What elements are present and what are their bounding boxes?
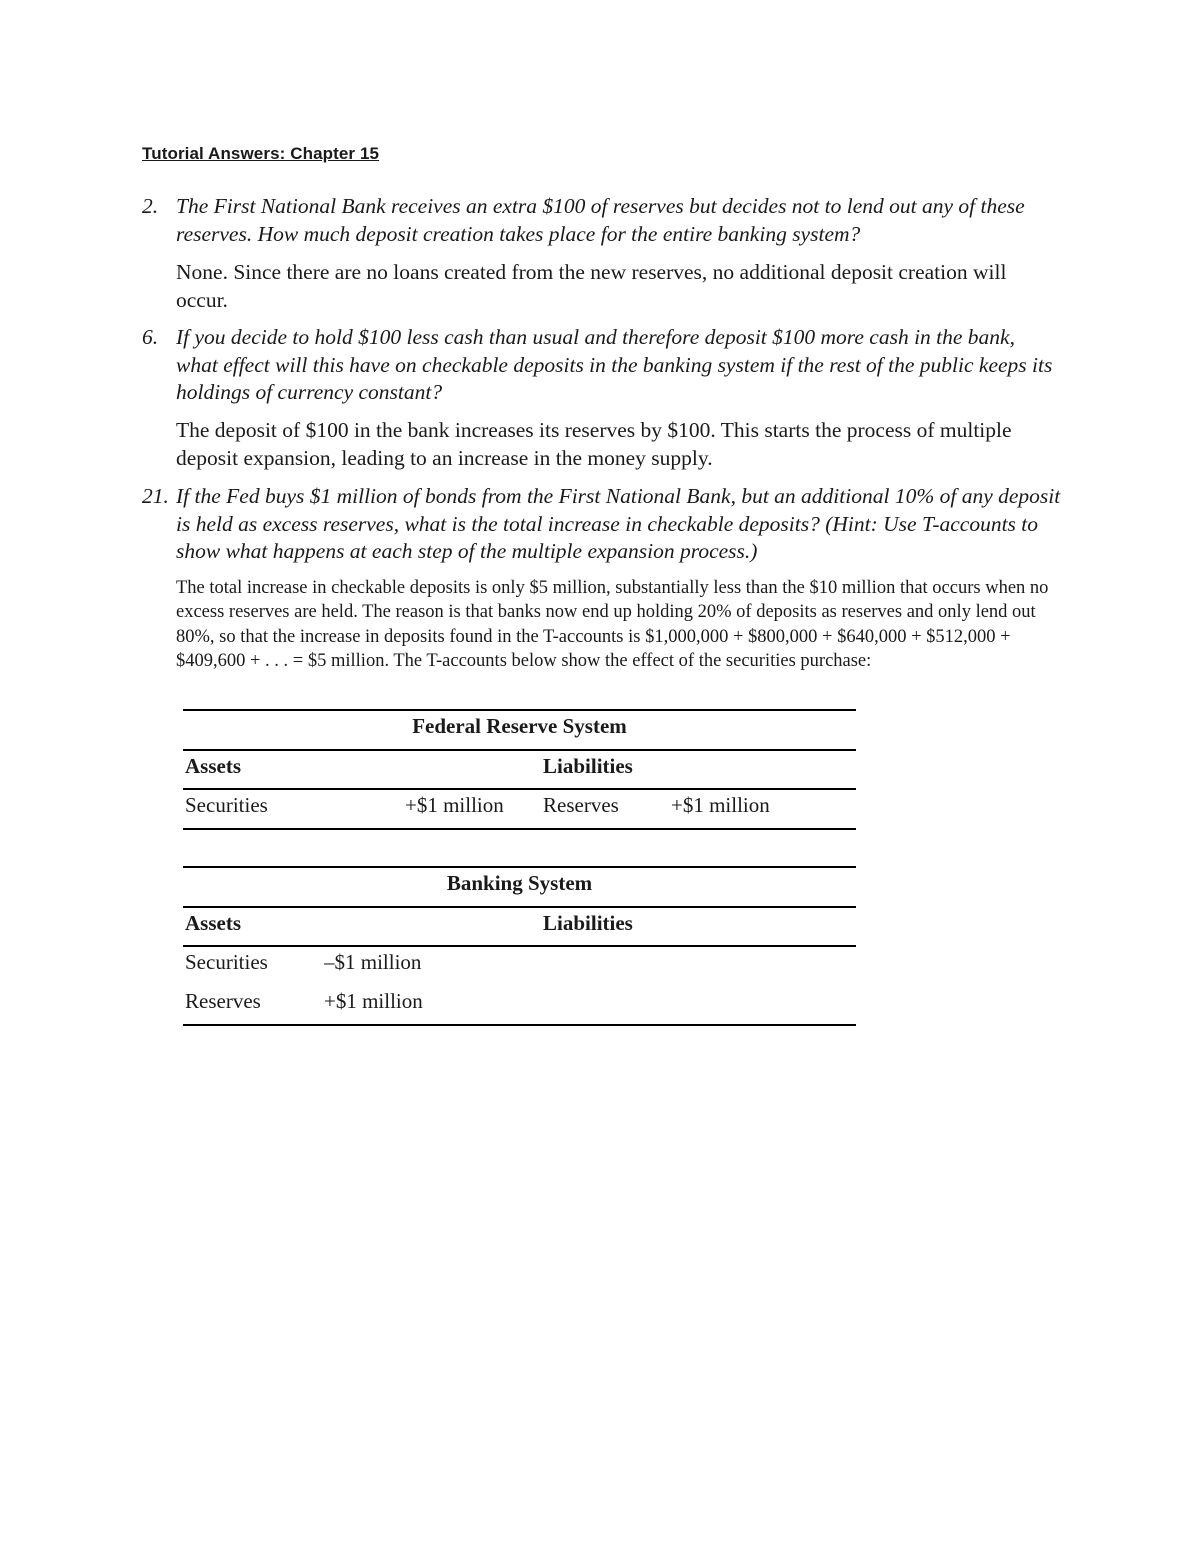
question-text: If the Fed buys $1 million of bonds from the First National Bank, but an additional 10% of any deposit is held as excess reserves, what is the total increase in checkable deposits? (Hint: Use T-accounts to show what happens at each step of the multiple expansion process.) bbox=[176, 484, 1061, 563]
liability-item: Reserves bbox=[543, 793, 619, 817]
t-account-title: Banking System bbox=[446, 871, 593, 895]
question-2 bbox=[142, 193, 1062, 248]
question-text: If you decide to hold $100 less cash than usual and therefore deposit $100 more cash in the bank, what effect will this have on checkable deposits in the banking system if the rest of the public keeps its holdings of currency constant? bbox=[176, 325, 1053, 404]
table-rule bbox=[183, 749, 856, 751]
t-account-banking-system bbox=[183, 866, 856, 1028]
table-rule bbox=[183, 828, 856, 830]
question-21 bbox=[142, 483, 1062, 566]
answer-2: None. Since there are no loans created from the new reserves, no additional deposit creation will occur. bbox=[176, 260, 1007, 312]
asset-item: Securities bbox=[185, 793, 268, 817]
table-rule bbox=[183, 709, 856, 711]
table-rule bbox=[183, 945, 856, 947]
assets-header: Assets bbox=[185, 754, 241, 778]
table-rule bbox=[183, 788, 856, 790]
table-rule bbox=[183, 866, 856, 868]
asset-item: Reserves bbox=[185, 989, 261, 1013]
answer-21: The total increase in checkable deposits is only $5 million, substantially less than the $10 million that occurs when no excess reserves are held. The reason is that banks now end up holding 20% of deposits as reserves and only lend out 80%, so that the increase in deposits found in the T-accounts is $1,000,000 + $800,000 + $640,000 + $512,000 + $409,600 + . . . = $5 million. The T-accounts below show the effect of the securities purchase: bbox=[176, 578, 1049, 672]
table-rule bbox=[183, 1024, 856, 1026]
asset-amount: +$1 million bbox=[324, 989, 423, 1013]
page-title: Tutorial Answers: Chapter 15 bbox=[142, 144, 380, 163]
t-account-federal-reserve bbox=[183, 709, 856, 831]
asset-amount: +$1 million bbox=[405, 793, 504, 817]
table-rule bbox=[183, 906, 856, 908]
liabilities-header: Liabilities bbox=[543, 754, 633, 778]
question-number: 2. bbox=[142, 194, 159, 218]
question-6 bbox=[142, 324, 1062, 407]
answer-6: The deposit of $100 in the bank increases its reserves by $100. This starts the process of multiple deposit expansion, leading to an increase in the money supply. bbox=[176, 418, 1012, 470]
question-number: 21. bbox=[142, 484, 169, 508]
asset-item: Securities bbox=[185, 950, 268, 974]
asset-amount: –$1 million bbox=[324, 950, 422, 974]
t-account-title: Federal Reserve System bbox=[412, 714, 627, 738]
liabilities-header: Liabilities bbox=[543, 911, 633, 935]
question-number: 6. bbox=[142, 325, 159, 349]
assets-header: Assets bbox=[185, 911, 241, 935]
liability-amount: +$1 million bbox=[671, 793, 770, 817]
question-text: The First National Bank receives an extra $100 of reserves but decides not to lend out any of these reserves. How much deposit creation takes place for the entire banking system? bbox=[176, 194, 1025, 246]
